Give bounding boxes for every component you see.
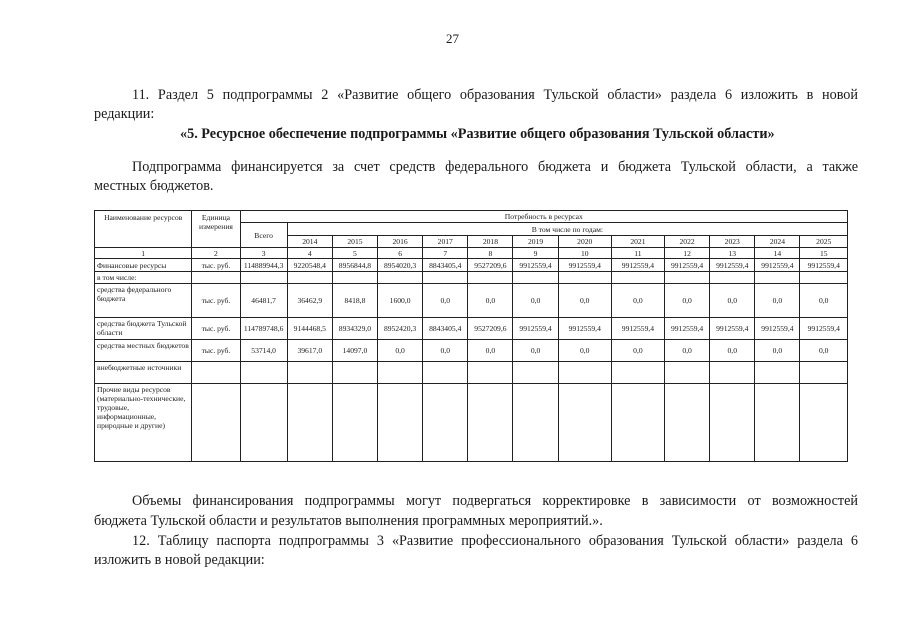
- header-year: 2017: [423, 236, 468, 248]
- year-value-cell: [513, 362, 558, 384]
- year-value-cell: 9527209,6: [468, 318, 513, 340]
- year-value-cell: [332, 384, 377, 462]
- year-value-cell: [558, 384, 611, 462]
- header-year: 2021: [611, 236, 664, 248]
- year-value-cell: 8934329,0: [332, 318, 377, 340]
- column-number: 9: [513, 248, 558, 259]
- column-number: 11: [611, 248, 664, 259]
- column-number: 10: [558, 248, 611, 259]
- closing-line-2: бюджета Тульской области и результатов выполнения программных мероприятий.».: [94, 513, 603, 529]
- year-value-cell: 9912559,4: [665, 318, 710, 340]
- resource-table: [94, 210, 848, 462]
- unit-cell: [192, 362, 240, 384]
- year-value-cell: 8843405,4: [423, 259, 468, 272]
- header-unit: Единица измерения: [192, 211, 240, 248]
- column-number: 3: [240, 248, 287, 259]
- year-value-cell: 9144468,5: [287, 318, 332, 340]
- year-value-cell: 0,0: [611, 340, 664, 362]
- table-row: [95, 272, 848, 284]
- column-number: 6: [378, 248, 423, 259]
- table-row: [95, 384, 848, 462]
- empty-cell: [240, 272, 287, 284]
- year-value-cell: 39617,0: [287, 340, 332, 362]
- year-value-cell: 0,0: [423, 340, 468, 362]
- header-year: 2024: [755, 236, 800, 248]
- year-value-cell: [287, 362, 332, 384]
- empty-cell: [800, 272, 848, 284]
- year-value-cell: 14097,0: [332, 340, 377, 362]
- year-value-cell: 0,0: [513, 340, 558, 362]
- header-year: 2023: [710, 236, 755, 248]
- header-year: 2018: [468, 236, 513, 248]
- financing-line-1: Подпрограмма финансируется за счет средств федерального бюджета и бюджета Тульской области, а также: [132, 159, 858, 175]
- column-number: 14: [755, 248, 800, 259]
- header-year: 2019: [513, 236, 558, 248]
- closing-paragraph: [94, 492, 858, 511]
- total-cell: [240, 384, 287, 462]
- empty-cell: [513, 272, 558, 284]
- table-row: [95, 340, 848, 362]
- total-cell: [240, 362, 287, 384]
- header-need: Потребность в ресурсах: [240, 211, 847, 223]
- year-value-cell: 36462,9: [287, 284, 332, 318]
- intro-paragraph-end: [94, 105, 858, 124]
- unit-cell: [192, 384, 240, 462]
- empty-cell: [378, 272, 423, 284]
- unit-cell: тыс. руб.: [192, 284, 240, 318]
- resource-name: средства бюджета Тульской области: [95, 318, 192, 340]
- unit-cell: тыс. руб.: [192, 318, 240, 340]
- year-value-cell: 0,0: [468, 284, 513, 318]
- column-number: 4: [287, 248, 332, 259]
- unit-cell: тыс. руб.: [192, 340, 240, 362]
- resource-name: внебюджетные источники: [95, 362, 192, 384]
- total-cell: 53714,0: [240, 340, 287, 362]
- year-value-cell: 9527209,6: [468, 259, 513, 272]
- year-value-cell: 9912559,4: [710, 318, 755, 340]
- year-value-cell: [468, 362, 513, 384]
- year-value-cell: [378, 384, 423, 462]
- year-value-cell: 8954020,3: [378, 259, 423, 272]
- total-cell: 114889944,3: [240, 259, 287, 272]
- year-value-cell: 9912559,4: [558, 259, 611, 272]
- item12-line-1: 12. Таблицу паспорта подпрограммы 3 «Развитие профессионального образования Тульской области» раздела 6: [132, 533, 858, 549]
- year-value-cell: 9912559,4: [710, 259, 755, 272]
- empty-cell: [710, 272, 755, 284]
- year-value-cell: [332, 362, 377, 384]
- year-value-cell: [611, 362, 664, 384]
- year-value-cell: 0,0: [558, 340, 611, 362]
- financing-paragraph-end: [94, 177, 858, 196]
- year-value-cell: [611, 384, 664, 462]
- table-row: [95, 318, 848, 340]
- year-value-cell: [468, 384, 513, 462]
- year-value-cell: 9912559,4: [513, 318, 558, 340]
- header-resource-name: Наименование ресурсов: [95, 211, 192, 248]
- year-value-cell: [423, 362, 468, 384]
- column-number: 15: [800, 248, 848, 259]
- year-value-cell: 0,0: [378, 340, 423, 362]
- header-total: Всего: [240, 223, 287, 248]
- year-value-cell: [800, 362, 848, 384]
- year-value-cell: [665, 362, 710, 384]
- year-value-cell: 0,0: [710, 284, 755, 318]
- empty-cell: [755, 272, 800, 284]
- resource-name: Прочие виды ресурсов (материально-технические, трудовые, информационные, природные и другие): [95, 384, 192, 462]
- column-number: 13: [710, 248, 755, 259]
- year-value-cell: [558, 362, 611, 384]
- year-value-cell: [378, 362, 423, 384]
- year-value-cell: 0,0: [755, 284, 800, 318]
- intro-line-2: редакции:: [94, 106, 155, 122]
- column-number: 8: [468, 248, 513, 259]
- header-year: 2016: [378, 236, 423, 248]
- item12-paragraph-end: [94, 551, 858, 570]
- year-value-cell: 9912559,4: [800, 259, 848, 272]
- intro-paragraph: [94, 86, 858, 105]
- resource-name: в том числе:: [95, 272, 192, 284]
- year-value-cell: 8843405,4: [423, 318, 468, 340]
- intro-line-1: 11. Раздел 5 подпрограммы 2 «Развитие общего образования Тульской области» раздела 6 изложить в новой: [132, 87, 858, 103]
- year-value-cell: [800, 384, 848, 462]
- header-by-years: В том числе по годам:: [287, 223, 847, 236]
- header-year: 2025: [800, 236, 848, 248]
- year-value-cell: 9912559,4: [755, 318, 800, 340]
- empty-cell: [332, 272, 377, 284]
- year-value-cell: 0,0: [468, 340, 513, 362]
- year-value-cell: [755, 362, 800, 384]
- empty-cell: [558, 272, 611, 284]
- resource-name: Финансовые ресурсы: [95, 259, 192, 272]
- year-value-cell: 9912559,4: [611, 259, 664, 272]
- year-value-cell: [287, 384, 332, 462]
- year-value-cell: 0,0: [755, 340, 800, 362]
- year-value-cell: 8956844,8: [332, 259, 377, 272]
- header-year: 2020: [558, 236, 611, 248]
- item12-line-2: изложить в новой редакции:: [94, 552, 265, 568]
- empty-cell: [611, 272, 664, 284]
- year-value-cell: 0,0: [513, 284, 558, 318]
- year-value-cell: 8418,8: [332, 284, 377, 318]
- resource-name: средства федерального бюджета: [95, 284, 192, 318]
- table-row: [95, 362, 848, 384]
- column-number: 1: [95, 248, 192, 259]
- page-number: 27: [446, 31, 459, 46]
- empty-cell: [192, 272, 240, 284]
- year-value-cell: 0,0: [665, 284, 710, 318]
- closing-paragraph-end: [94, 512, 858, 531]
- year-value-cell: [513, 384, 558, 462]
- year-value-cell: 9220548,4: [287, 259, 332, 272]
- year-value-cell: 0,0: [558, 284, 611, 318]
- year-value-cell: 0,0: [800, 284, 848, 318]
- year-value-cell: 9912559,4: [755, 259, 800, 272]
- year-value-cell: 9912559,4: [558, 318, 611, 340]
- year-value-cell: 0,0: [611, 284, 664, 318]
- year-value-cell: 0,0: [665, 340, 710, 362]
- column-number: 5: [332, 248, 377, 259]
- empty-cell: [665, 272, 710, 284]
- column-number: 2: [192, 248, 240, 259]
- financing-line-2: местных бюджетов.: [94, 178, 214, 194]
- year-value-cell: 9912559,4: [611, 318, 664, 340]
- table-row: [95, 284, 848, 318]
- year-value-cell: 8952420,3: [378, 318, 423, 340]
- header-year: 2022: [665, 236, 710, 248]
- year-value-cell: 9912559,4: [665, 259, 710, 272]
- year-value-cell: 9912559,4: [800, 318, 848, 340]
- column-number: 12: [665, 248, 710, 259]
- empty-cell: [423, 272, 468, 284]
- year-value-cell: [665, 384, 710, 462]
- year-value-cell: [423, 384, 468, 462]
- item12-paragraph: [94, 532, 858, 551]
- year-value-cell: 0,0: [800, 340, 848, 362]
- unit-cell: тыс. руб.: [192, 259, 240, 272]
- header-year: 2015: [332, 236, 377, 248]
- year-value-cell: [755, 384, 800, 462]
- total-cell: 46481,7: [240, 284, 287, 318]
- empty-cell: [287, 272, 332, 284]
- table-row: [95, 259, 848, 272]
- total-cell: 114789748,6: [240, 318, 287, 340]
- financing-paragraph: [94, 158, 858, 177]
- year-value-cell: [710, 362, 755, 384]
- year-value-cell: 0,0: [423, 284, 468, 318]
- year-value-cell: 9912559,4: [513, 259, 558, 272]
- column-number: 7: [423, 248, 468, 259]
- year-value-cell: [710, 384, 755, 462]
- closing-line-1: Объемы финансирования подпрограммы могут подвергаться корректировке в зависимости от возможностей: [132, 493, 858, 509]
- section-heading: «5. Ресурсное обеспечение подпрограммы «Развитие общего образования Тульской области»: [180, 126, 775, 142]
- resource-name: средства местных бюджетов: [95, 340, 192, 362]
- year-value-cell: 1600,0: [378, 284, 423, 318]
- empty-cell: [468, 272, 513, 284]
- year-value-cell: 0,0: [710, 340, 755, 362]
- header-year: 2014: [287, 236, 332, 248]
